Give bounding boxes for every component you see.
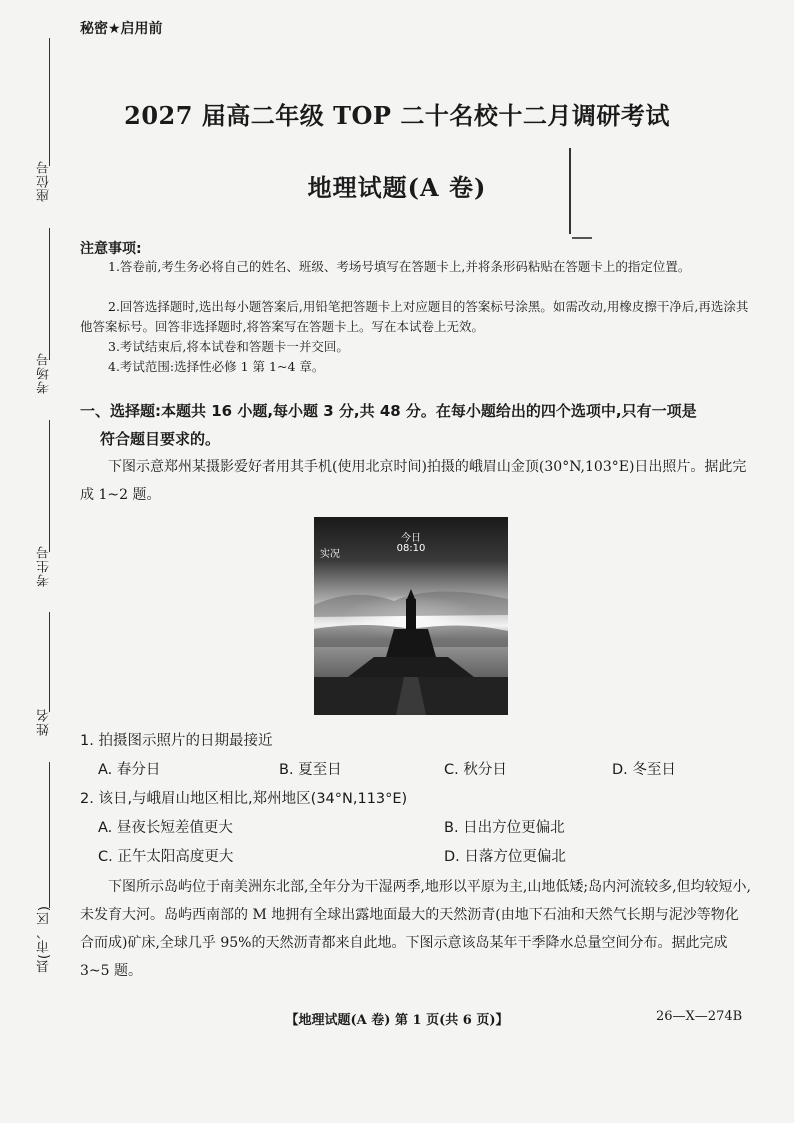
q1-option-a: A. 春分日 xyxy=(98,762,161,778)
q1-option-c: C. 秋分日 xyxy=(444,762,507,778)
room-number-label: 考场号 xyxy=(37,352,52,394)
q2-option-c: C. 正午太阳高度更大 xyxy=(98,849,234,865)
confidential-label: 秘密★启用前 xyxy=(80,21,163,37)
sunrise-photo xyxy=(314,517,508,715)
q1-option-d: D. 冬至日 xyxy=(612,762,676,778)
binding-line xyxy=(49,762,50,908)
seat-number-label: 座位号 xyxy=(37,160,52,202)
scan-mark xyxy=(569,148,571,234)
name-label: 姓名 xyxy=(37,708,52,736)
notice-item-4: 4.考试范围:选择性必修 1 第 1~4 章。 xyxy=(108,359,325,374)
notice-item-2: 2.回答选择题时,选出每小题答案后,用铅笔把答题卡上对应题目的答案标号涂黑。如需改动,用橡皮擦干净后,再选涂其他答案标号。回答非选择题时,将答案写在答题卡上。写在本试卷上无效。 xyxy=(80,299,749,334)
section-heading xyxy=(80,397,752,453)
scan-mark-tail xyxy=(572,237,592,239)
notice-item-1: 1.答卷前,考生务必将自己的姓名、班级、考场号填写在答题卡上,并将条形码粘贴在答题卡上的指定位置。 xyxy=(108,259,691,274)
q2-option-a: A. 昼夜长短差值更大 xyxy=(98,820,233,836)
section-line-2: 符合题目要求的。 xyxy=(100,430,221,448)
binding-line xyxy=(49,612,50,712)
photo-time-label: 08:10 xyxy=(396,543,426,554)
binding-line xyxy=(49,228,50,360)
exam-subtitle: 地理试题(A 卷) xyxy=(307,173,487,202)
notice-heading: 注意事项: xyxy=(80,241,142,257)
binding-line xyxy=(49,38,50,166)
q1-option-b: B. 夏至日 xyxy=(279,762,342,778)
notice-item-3: 3.考试结束后,将本试卷和答题卡一并交回。 xyxy=(108,339,349,354)
section-line-1: 一、选择题:本题共 16 小题,每小题 3 分,共 48 分。在每小题给出的四个选项中,只有一项是 xyxy=(80,402,697,420)
county-label: 县(市、区) xyxy=(37,905,52,974)
photo-day-label: 今日 xyxy=(401,533,421,544)
question-2-stem: 2. 该日,与峨眉山地区相比,郑州地区(34°N,113°E) xyxy=(80,791,408,807)
page-footer: 【地理试题(A 卷) 第 1 页(共 6 页)】 xyxy=(285,1013,509,1028)
exam-title: 2027 届高二年级 TOP 二十名校十二月调研考试 xyxy=(124,101,670,130)
live-photo-label: 实况 xyxy=(320,549,340,560)
paper-code: 26—X—274B xyxy=(656,1009,743,1024)
question-1-stem: 1. 拍摄图示照片的日期最接近 xyxy=(80,733,273,749)
intro-q3-5: 下图所示岛屿位于南美洲东北部,全年分为干湿两季,地形以平原为主,山地低矮;岛内河流较多,但均较短小,未发育大河。岛屿西南部的 M 地拥有全球出露地面最大的天然沥青(由地下石油和天然气长期与泥沙等物化合而成)矿床,全球几乎 95%的天然沥青都来自此地。下图示意该岛某年干季降水总量空间分布。据此完成 3~5 题。 xyxy=(80,879,751,979)
binding-line xyxy=(49,420,50,552)
intro-q1-2: 下图示意郑州某摄影爱好者用其手机(使用北京时间)拍摄的峨眉山金顶(30°N,103°E)日出照片。据此完成 1~2 题。 xyxy=(80,459,747,503)
student-number-label: 考生号 xyxy=(37,545,52,587)
q2-option-d: D. 日落方位更偏北 xyxy=(444,849,566,865)
q2-option-b: B. 日出方位更偏北 xyxy=(444,820,565,836)
